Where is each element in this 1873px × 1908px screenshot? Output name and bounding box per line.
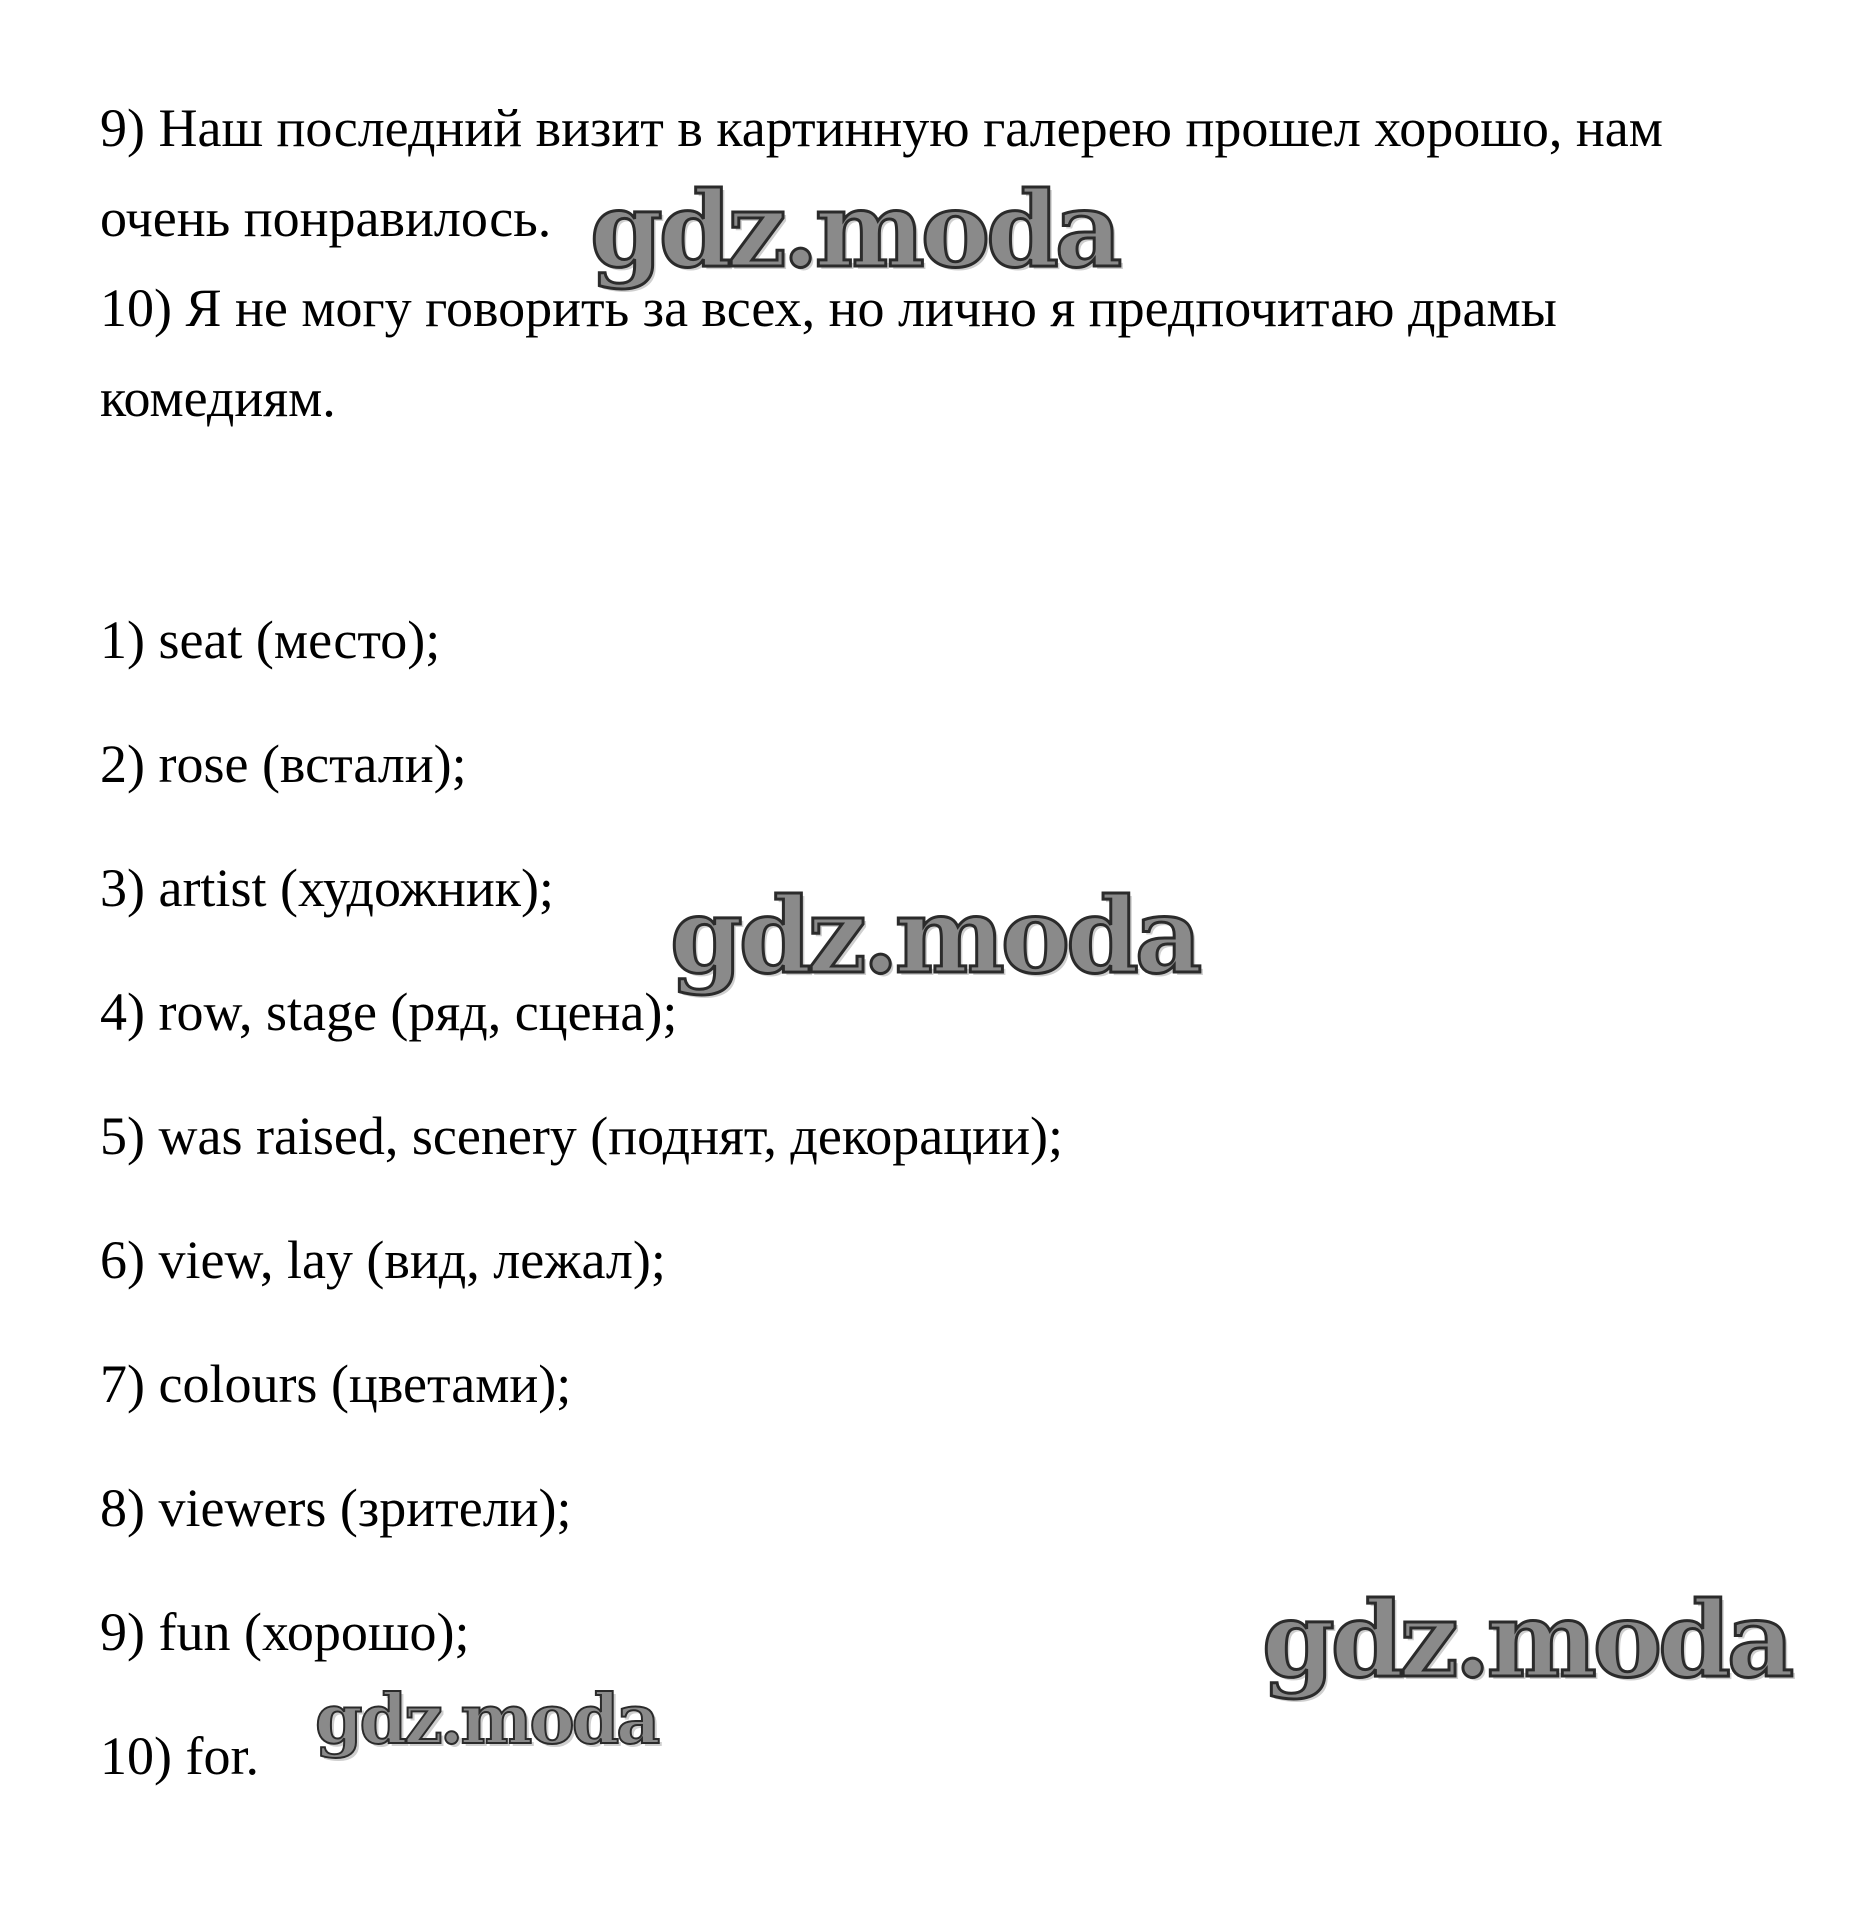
answer-item-7: 7) colours (цветами); (100, 1354, 572, 1414)
watermark-logo: gdz.moda (590, 168, 1119, 291)
answer-item-6: 6) view, lay (вид, лежал); (100, 1230, 666, 1290)
answer-item-10: 10) for. (100, 1726, 259, 1786)
answer-item-9: 9) fun (хорошо); (100, 1602, 470, 1662)
answer-item-3: 3) artist (художник); (100, 858, 554, 918)
watermark-logo: gdz.moda (1262, 1578, 1791, 1701)
watermark-logo: gdz.moda (315, 1680, 658, 1760)
answer-item-5: 5) was raised, scenery (поднят, декорации); (100, 1106, 1063, 1166)
translation-item-9-line-2: очень понравилось. (100, 188, 552, 248)
translation-item-10-line-1: 10) Я не могу говорить за всех, но лично я предпочитаю драмы (100, 278, 1557, 338)
translation-item-10-line-2: комедиям. (100, 368, 336, 428)
watermark-logo: gdz.moda (670, 874, 1199, 997)
answer-item-8: 8) viewers (зрители); (100, 1478, 572, 1538)
translation-item-9-line-1: 9) Наш последний визит в картинную галерею прошел хорошо, нам (100, 98, 1663, 158)
answer-item-4: 4) row, stage (ряд, сцена); (100, 982, 678, 1042)
answer-item-1: 1) seat (место); (100, 610, 441, 670)
answer-item-2: 2) rose (встали); (100, 734, 467, 794)
